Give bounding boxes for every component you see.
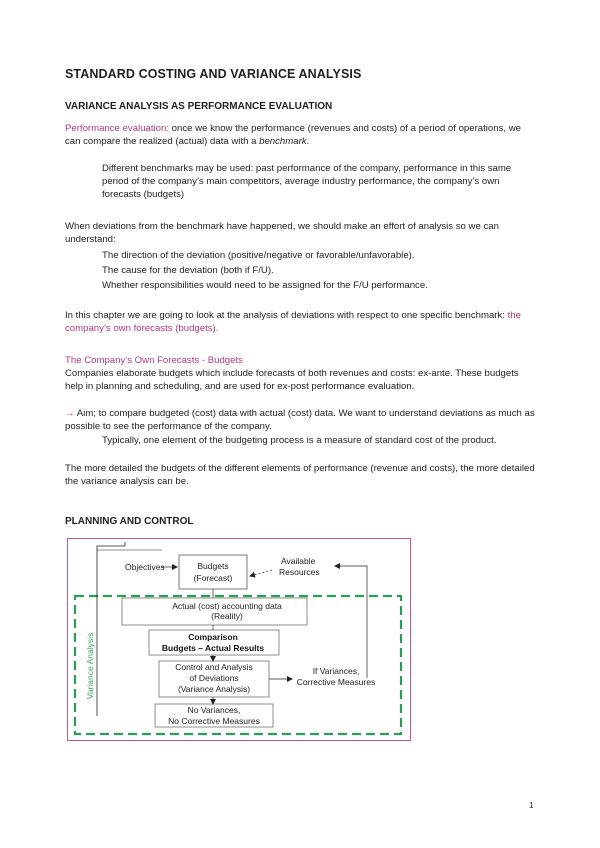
- no-variances-label-2: No Corrective Measures: [168, 716, 260, 726]
- if-variances-label-1: If Variances,: [312, 666, 360, 676]
- chapter-text: In this chapter we are going to look at the analysis of deviations with respect to one specific benchmark:: [65, 310, 508, 321]
- paragraph-typically: Typically, one element of the budgeting process is a measure of standard cost of the product.: [102, 435, 497, 446]
- paragraph-deviations-intro: When deviations from the benchmark have happened, we should make an effort of analysis so we can understand:: [65, 221, 499, 246]
- deviation-item-3: Whether responsibilities would need to be assigned for the F/U performance.: [102, 280, 428, 291]
- aim-text: Aim; to compare budgeted (cost) data with actual (cost) data. We want to understand deviations as much as possible to see the performance of the company.: [65, 408, 535, 433]
- paragraph-benchmarks: Different benchmarks may be used: past performance of the company, performance in this same period of the company’s main competitors, average industry performance, the company’s own forecasts (budgets): [102, 163, 512, 201]
- section-heading-variance: VARIANCE ANALYSIS AS PERFORMANCE EVALUATION: [65, 101, 333, 112]
- paragraph-performance-evaluation: [65, 122, 535, 148]
- budgets-heading: The Company’s Own Forecasts - Budgets: [65, 355, 243, 366]
- control-label-2: of Deviations: [189, 673, 239, 683]
- feedback-line: [97, 546, 125, 716]
- paragraph-budgets: Companies elaborate budgets which include forecasts of both revenues and costs: ex-ante. These budgets help in planning and scheduling, and are used for ex-post performance evaluation.: [65, 368, 519, 393]
- control-label-3: (Variance Analysis): [177, 684, 251, 694]
- paragraph-chapter: [65, 309, 535, 335]
- budgets-label-2: (Forecast): [193, 573, 233, 583]
- performance-label: Performance evaluation:: [65, 123, 169, 134]
- planning-control-diagram: [67, 538, 411, 741]
- available-label-2: Resources: [279, 567, 320, 577]
- page-number: 1: [529, 801, 534, 810]
- section-heading-planning: PLANNING AND CONTROL: [65, 516, 194, 527]
- budgets-label-1: Budgets: [197, 561, 229, 571]
- variance-analysis-side-label: Variance Analysis: [85, 632, 95, 700]
- paragraph-aim: [65, 407, 535, 433]
- performance-text: once we know the performance (revenues and costs) of a period of operations, we can compare the realized (actual) data with a: [65, 123, 521, 148]
- actual-label-2: (Reality): [211, 611, 243, 621]
- deviation-item-1: The direction of the deviation (positive/negative or favorable/unfavorable).: [102, 250, 415, 261]
- available-label-1: Available: [281, 556, 316, 566]
- benchmark-term: benchmark: [259, 136, 307, 148]
- performance-text-end: .: [306, 136, 310, 148]
- control-label-1: Control and Analysis: [175, 662, 253, 672]
- comparison-label-2: Budgets – Actual Results: [161, 643, 265, 653]
- objectives-label: Objectives: [125, 562, 165, 572]
- no-variances-label-1: No Variances,: [187, 705, 241, 715]
- comparison-label-1: Comparison: [188, 632, 238, 642]
- actual-label-1: Actual (cost) accounting data: [172, 601, 282, 611]
- chapter-highlight: the company’s own forecasts (budgets).: [65, 310, 521, 335]
- if-variances-label-2: Corrective Measures: [296, 677, 376, 687]
- deviation-item-2: The cause for the deviation (both if F/U).: [102, 265, 274, 276]
- page-title: STANDARD COSTING AND VARIANCE ANALYSIS: [65, 67, 362, 81]
- right-loop-line: [335, 566, 367, 678]
- paragraph-more-detailed: The more detailed the budgets of the different elements of performance (revenue and costs), the more detailed the variance analysis can be.: [65, 463, 535, 488]
- arrow-icon: →: [65, 408, 75, 419]
